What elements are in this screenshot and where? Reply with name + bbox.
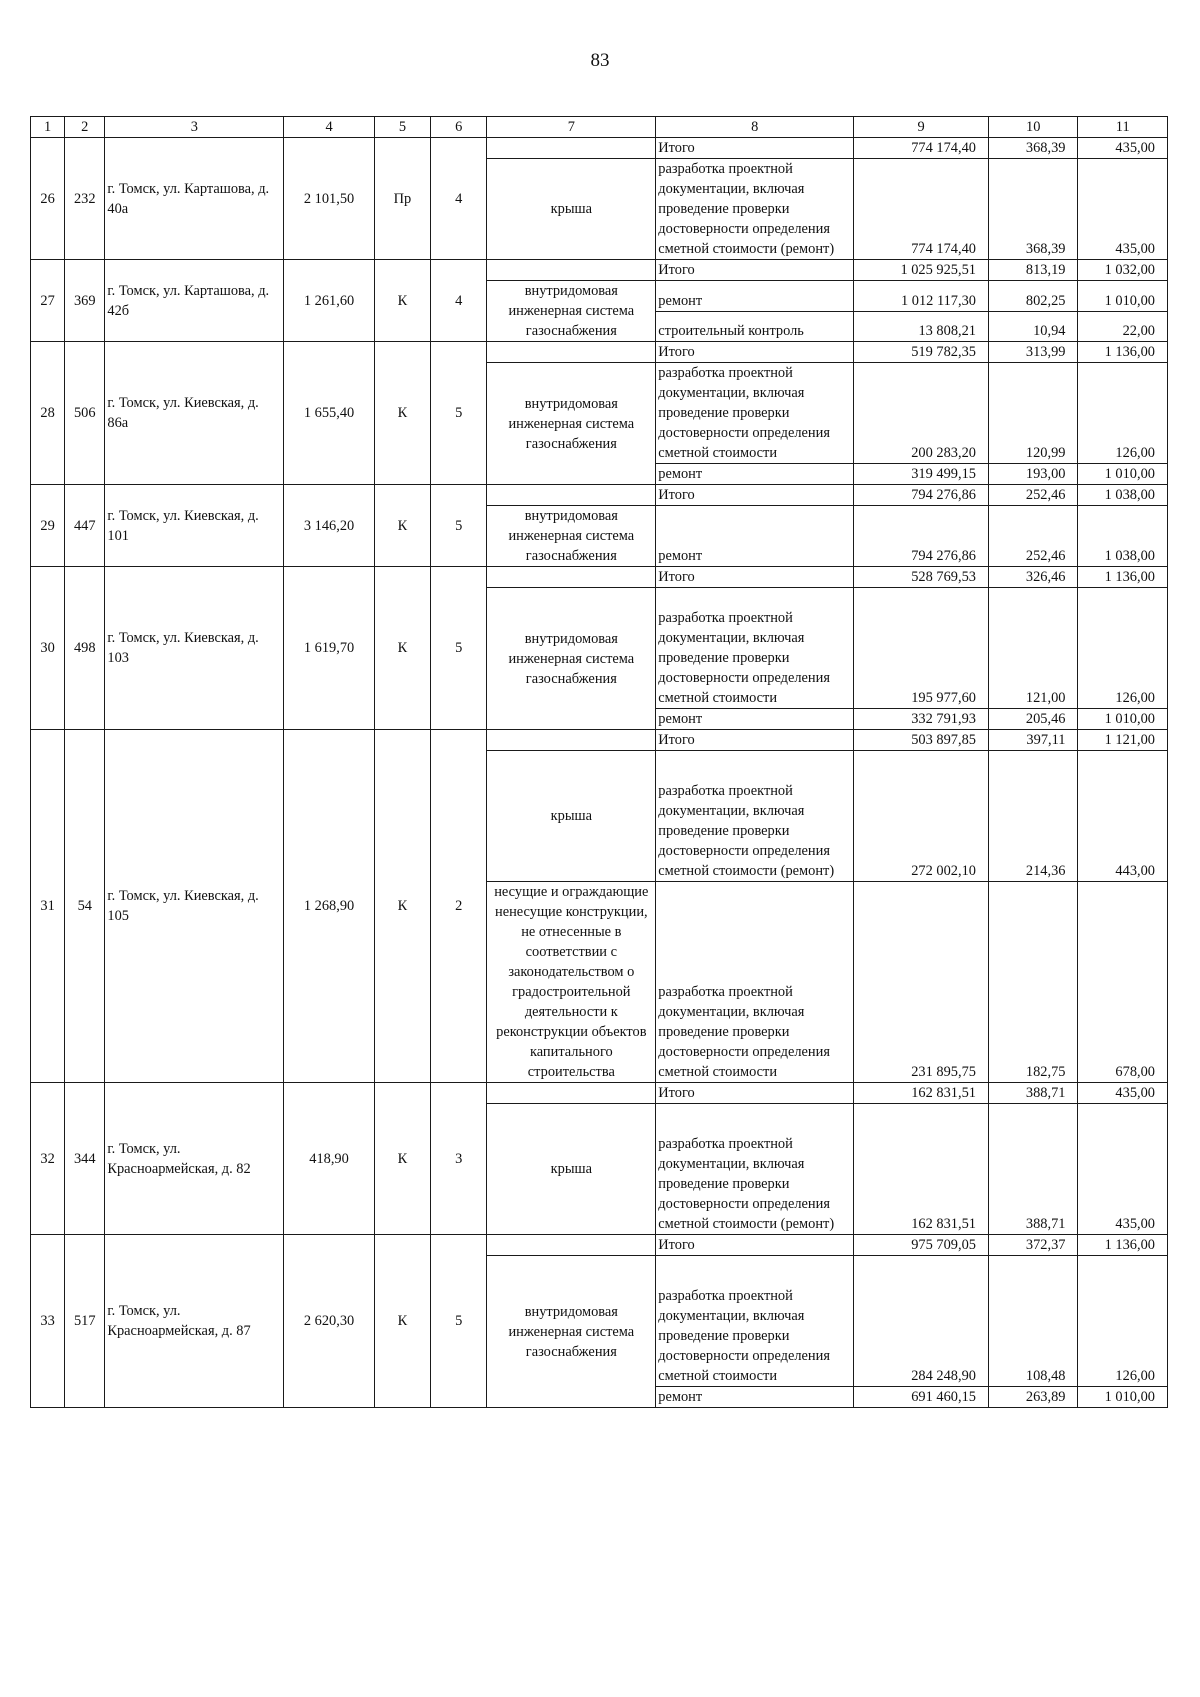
column-header: 2 <box>65 117 105 138</box>
floors: 4 <box>431 260 487 342</box>
total-per-m2: 326,46 <box>989 567 1078 588</box>
work-cost: 13 808,21 <box>854 311 989 342</box>
total-per-m2: 388,71 <box>989 1083 1078 1104</box>
work-limit: 126,00 <box>1078 588 1168 709</box>
building-type: К <box>374 567 430 730</box>
system-cell <box>487 260 656 281</box>
total-per-m2: 252,46 <box>989 485 1078 506</box>
work-limit: 22,00 <box>1078 311 1168 342</box>
total-limit: 435,00 <box>1078 1083 1168 1104</box>
building-type: Пр <box>374 138 430 260</box>
work-cost: 272 002,10 <box>854 751 989 882</box>
area: 1 261,60 <box>284 260 374 342</box>
floors: 5 <box>431 342 487 485</box>
total-label: Итого <box>656 138 854 159</box>
address: г. Томск, ул. Карташова, д. 40а <box>105 138 284 260</box>
total-per-m2: 397,11 <box>989 730 1078 751</box>
work-per-m2: 214,36 <box>989 751 1078 882</box>
system-cell <box>487 567 656 588</box>
work-cost: 1 012 117,30 <box>854 281 989 312</box>
total-limit: 1 136,00 <box>1078 567 1168 588</box>
table-row <box>31 730 1168 751</box>
row-number: 27 <box>31 260 65 342</box>
work-per-m2: 252,46 <box>989 506 1078 567</box>
table-row <box>31 567 1168 588</box>
page-number: 83 <box>590 50 610 71</box>
system-cell: внутридомовая инженерная система газоснабжения <box>487 506 656 567</box>
building-type: К <box>374 1083 430 1235</box>
table-row <box>31 1083 1168 1104</box>
house-id: 447 <box>65 485 105 567</box>
work-cost: 319 499,15 <box>854 464 989 485</box>
house-id: 54 <box>65 730 105 1083</box>
address: г. Томск, ул. Красноармейская, д. 87 <box>105 1235 284 1408</box>
address: г. Томск, ул. Киевская, д. 103 <box>105 567 284 730</box>
system-cell: внутридомовая инженерная система газоснабжения <box>487 1256 656 1408</box>
floors: 2 <box>431 730 487 1083</box>
address: г. Томск, ул. Киевская, д. 86а <box>105 342 284 485</box>
total-label: Итого <box>656 730 854 751</box>
system-cell: крыша <box>487 1104 656 1235</box>
total-cost: 528 769,53 <box>854 567 989 588</box>
work-per-m2: 205,46 <box>989 709 1078 730</box>
area: 1 268,90 <box>284 730 374 1083</box>
work-type: ремонт <box>656 709 854 730</box>
total-per-m2: 813,19 <box>989 260 1078 281</box>
total-cost: 162 831,51 <box>854 1083 989 1104</box>
address: г. Томск, ул. Красноармейская, д. 82 <box>105 1083 284 1235</box>
total-limit: 1 136,00 <box>1078 1235 1168 1256</box>
table-row <box>31 138 1168 159</box>
total-cost: 774 174,40 <box>854 138 989 159</box>
column-header: 10 <box>989 117 1078 138</box>
work-type: разработка проектной документации, включая проведение проверки достоверности определения сметной стоимости (ремонт) <box>656 751 854 882</box>
house-id: 344 <box>65 1083 105 1235</box>
total-cost: 794 276,86 <box>854 485 989 506</box>
column-header: 11 <box>1078 117 1168 138</box>
building-type: К <box>374 730 430 1083</box>
address: г. Томск, ул. Киевская, д. 105 <box>105 730 284 1083</box>
work-cost: 162 831,51 <box>854 1104 989 1235</box>
work-cost: 794 276,86 <box>854 506 989 567</box>
building-type: К <box>374 342 430 485</box>
work-limit: 1 010,00 <box>1078 281 1168 312</box>
column-header: 4 <box>284 117 374 138</box>
work-cost: 231 895,75 <box>854 882 989 1083</box>
work-type: разработка проектной документации, включая проведение проверки достоверности определения сметной стоимости <box>656 363 854 464</box>
work-cost: 691 460,15 <box>854 1387 989 1408</box>
total-limit: 1 121,00 <box>1078 730 1168 751</box>
area: 2 620,30 <box>284 1235 374 1408</box>
table-row <box>31 260 1168 281</box>
building-type: К <box>374 1235 430 1408</box>
floors: 5 <box>431 485 487 567</box>
work-per-m2: 193,00 <box>989 464 1078 485</box>
work-cost: 774 174,40 <box>854 159 989 260</box>
work-cost: 332 791,93 <box>854 709 989 730</box>
total-cost: 519 782,35 <box>854 342 989 363</box>
work-limit: 443,00 <box>1078 751 1168 882</box>
total-cost: 503 897,85 <box>854 730 989 751</box>
total-label: Итого <box>656 260 854 281</box>
row-number: 30 <box>31 567 65 730</box>
register-table <box>30 116 1168 1408</box>
row-number: 31 <box>31 730 65 1083</box>
system-cell: внутридомовая инженерная система газоснабжения <box>487 588 656 730</box>
total-per-m2: 313,99 <box>989 342 1078 363</box>
work-per-m2: 121,00 <box>989 588 1078 709</box>
column-header: 3 <box>105 117 284 138</box>
work-limit: 435,00 <box>1078 1104 1168 1235</box>
work-cost: 200 283,20 <box>854 363 989 464</box>
system-cell: крыша <box>487 751 656 882</box>
work-type: строительный контроль <box>656 311 854 342</box>
system-cell: крыша <box>487 159 656 260</box>
work-per-m2: 802,25 <box>989 281 1078 312</box>
work-type: ремонт <box>656 281 854 312</box>
total-label: Итого <box>656 1083 854 1104</box>
system-cell: внутридомовая инженерная система газоснабжения <box>487 281 656 342</box>
work-limit: 1 010,00 <box>1078 464 1168 485</box>
work-per-m2: 388,71 <box>989 1104 1078 1235</box>
work-limit: 678,00 <box>1078 882 1168 1083</box>
row-number: 33 <box>31 1235 65 1408</box>
work-type: ремонт <box>656 506 854 567</box>
system-cell: внутридомовая инженерная система газоснабжения <box>487 363 656 485</box>
work-limit: 435,00 <box>1078 159 1168 260</box>
total-label: Итого <box>656 1235 854 1256</box>
work-per-m2: 263,89 <box>989 1387 1078 1408</box>
building-type: К <box>374 260 430 342</box>
address: г. Томск, ул. Карташова, д. 42б <box>105 260 284 342</box>
work-type: разработка проектной документации, включая проведение проверки достоверности определения сметной стоимости (ремонт) <box>656 159 854 260</box>
work-type: разработка проектной документации, включая проведение проверки достоверности определения сметной стоимости (ремонт) <box>656 1104 854 1235</box>
row-number: 28 <box>31 342 65 485</box>
floors: 5 <box>431 567 487 730</box>
work-limit: 1 010,00 <box>1078 1387 1168 1408</box>
work-type: ремонт <box>656 1387 854 1408</box>
total-per-m2: 368,39 <box>989 138 1078 159</box>
floors: 5 <box>431 1235 487 1408</box>
address: г. Томск, ул. Киевская, д. 101 <box>105 485 284 567</box>
table-row <box>31 1235 1168 1256</box>
floors: 4 <box>431 138 487 260</box>
work-per-m2: 10,94 <box>989 311 1078 342</box>
system-cell <box>487 138 656 159</box>
column-number-row <box>31 117 1168 138</box>
area: 418,90 <box>284 1083 374 1235</box>
total-cost: 975 709,05 <box>854 1235 989 1256</box>
column-header: 9 <box>854 117 989 138</box>
house-id: 369 <box>65 260 105 342</box>
row-number: 29 <box>31 485 65 567</box>
total-label: Итого <box>656 485 854 506</box>
work-type: разработка проектной документации, включая проведение проверки достоверности определения сметной стоимости <box>656 588 854 709</box>
total-limit: 1 032,00 <box>1078 260 1168 281</box>
total-limit: 1 038,00 <box>1078 485 1168 506</box>
area: 2 101,50 <box>284 138 374 260</box>
total-cost: 1 025 925,51 <box>854 260 989 281</box>
area: 1 619,70 <box>284 567 374 730</box>
total-limit: 435,00 <box>1078 138 1168 159</box>
work-per-m2: 120,99 <box>989 363 1078 464</box>
building-type: К <box>374 485 430 567</box>
work-limit: 126,00 <box>1078 363 1168 464</box>
total-per-m2: 372,37 <box>989 1235 1078 1256</box>
row-number: 26 <box>31 138 65 260</box>
work-type: разработка проектной документации, включая проведение проверки достоверности определения сметной стоимости <box>656 882 854 1083</box>
house-id: 498 <box>65 567 105 730</box>
system-cell <box>487 485 656 506</box>
column-header: 8 <box>656 117 854 138</box>
work-limit: 1 038,00 <box>1078 506 1168 567</box>
system-cell: несущие и ограждающие ненесущие конструкции, не отнесенные в соответствии с законодательством о градостроительной деятельности к реконструкции объектов капитального строительства <box>487 882 656 1083</box>
row-number: 32 <box>31 1083 65 1235</box>
floors: 3 <box>431 1083 487 1235</box>
house-id: 517 <box>65 1235 105 1408</box>
work-per-m2: 368,39 <box>989 159 1078 260</box>
total-label: Итого <box>656 342 854 363</box>
column-header: 5 <box>374 117 430 138</box>
area: 1 655,40 <box>284 342 374 485</box>
work-cost: 284 248,90 <box>854 1256 989 1387</box>
house-id: 232 <box>65 138 105 260</box>
column-header: 6 <box>431 117 487 138</box>
column-header: 1 <box>31 117 65 138</box>
work-type: ремонт <box>656 464 854 485</box>
system-cell <box>487 342 656 363</box>
work-limit: 126,00 <box>1078 1256 1168 1387</box>
system-cell <box>487 1235 656 1256</box>
table-row <box>31 342 1168 363</box>
total-label: Итого <box>656 567 854 588</box>
column-header: 7 <box>487 117 656 138</box>
total-limit: 1 136,00 <box>1078 342 1168 363</box>
work-cost: 195 977,60 <box>854 588 989 709</box>
work-per-m2: 182,75 <box>989 882 1078 1083</box>
area: 3 146,20 <box>284 485 374 567</box>
table-row <box>31 485 1168 506</box>
system-cell <box>487 730 656 751</box>
work-per-m2: 108,48 <box>989 1256 1078 1387</box>
work-type: разработка проектной документации, включая проведение проверки достоверности определения сметной стоимости <box>656 1256 854 1387</box>
system-cell <box>487 1083 656 1104</box>
work-limit: 1 010,00 <box>1078 709 1168 730</box>
house-id: 506 <box>65 342 105 485</box>
